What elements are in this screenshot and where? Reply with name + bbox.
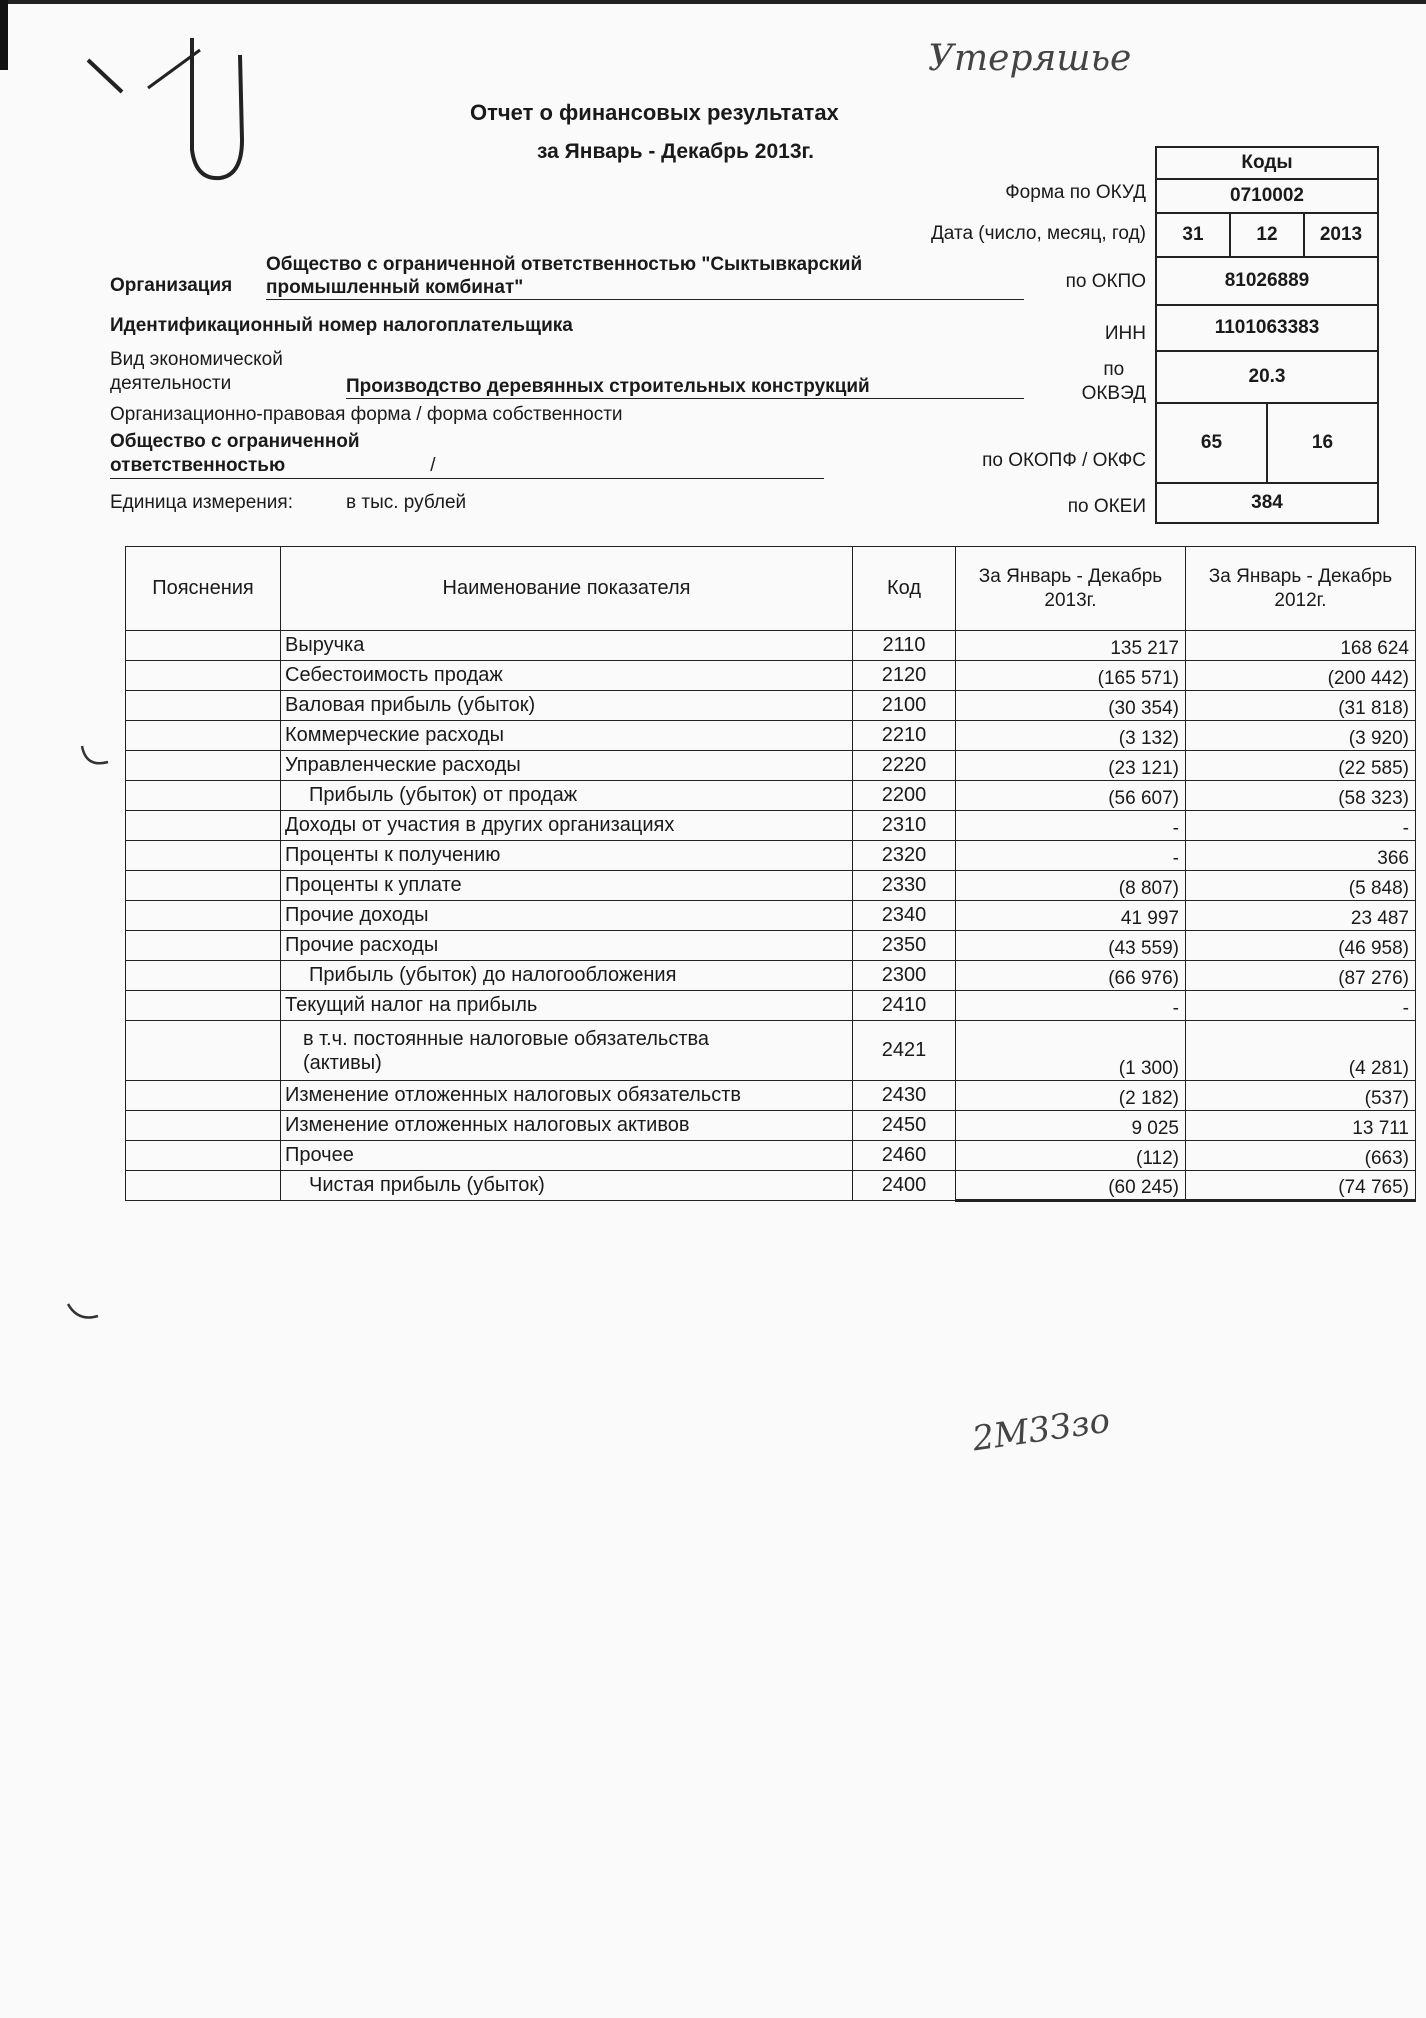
label-okved-line1: по [1103,359,1125,380]
label-activity [110,348,283,396]
value-current: (23 121) [956,751,1186,781]
header-current-line1: За Январь - Декабрь [978,565,1163,587]
legal-form-slash: / [430,455,436,476]
table-row [126,1081,1416,1111]
value-current: - [956,811,1186,841]
indicator-code: 2210 [853,721,956,751]
value-current: (56 607) [956,781,1186,811]
header-current-period [956,547,1186,631]
financial-results-table [125,546,1416,1202]
legal-form-value [110,430,824,479]
indicator-name-line2: (активы) [303,1051,382,1074]
notes-cell [126,721,281,751]
value-current: - [956,991,1186,1021]
punch-hole-mark-icon [64,1300,104,1330]
label-okpo: по ОКПО [1065,271,1146,292]
header-notes: Пояснения [126,547,281,631]
notes-cell [126,631,281,661]
inn-code: 1101063383 [1214,317,1320,338]
date-year: 2013 [1303,214,1377,256]
indicator-name-line1: в т.ч. постоянные налоговые обязательства [303,1027,710,1050]
value-current: (8 807) [956,871,1186,901]
table-row [126,841,1416,871]
notes-cell [126,1171,281,1201]
notes-cell [126,781,281,811]
indicator-code: 2200 [853,781,956,811]
notes-cell [126,931,281,961]
value-current: (43 559) [956,931,1186,961]
indicator-name: Текущий налог на прибыль [281,991,853,1021]
value-previous: (200 442) [1186,661,1416,691]
activity-value: Производство деревянных строительных конструкций [346,376,1024,399]
punch-hole-mark-icon [78,738,114,774]
table-row [126,1171,1416,1201]
indicator-name: Управленческие расходы [281,751,853,781]
notes-cell [126,811,281,841]
okved-code: 20.3 [1248,366,1286,387]
unit-value: в тыс. рублей [346,492,467,513]
indicator-name: Прочие расходы [281,931,853,961]
table-row [126,1111,1416,1141]
indicator-code: 2120 [853,661,956,691]
value-previous: (46 958) [1186,931,1416,961]
table-row [126,1141,1416,1171]
organization-name-line1: Общество с ограниченной ответственностью "Сыктывкарский [266,254,863,275]
okud-code: 0710002 [1230,185,1304,206]
indicator-code: 2330 [853,871,956,901]
header-code: Код [853,547,956,631]
legal-form-line1: Общество с ограниченной [110,431,360,452]
table-row [126,871,1416,901]
indicator-code: 2430 [853,1081,956,1111]
indicator-name: Проценты к получению [281,841,853,871]
okopf-code: 65 [1200,432,1223,453]
value-current: (2 182) [956,1081,1186,1111]
value-current: (30 354) [956,691,1186,721]
okpo-code: 81026889 [1224,270,1310,291]
table-row [126,1021,1416,1081]
table-row [126,931,1416,961]
value-previous: (31 818) [1186,691,1416,721]
value-previous: 13 711 [1186,1111,1416,1141]
table-row [126,781,1416,811]
organization-name-line2: промышленный комбинат" [266,277,524,298]
value-current: 41 997 [956,901,1186,931]
label-form-okud: Форма по ОКУД [1005,182,1146,203]
indicator-name: Прибыль (убыток) от продаж [281,781,853,811]
notes-cell [126,751,281,781]
indicator-name: Изменение отложенных налоговых обязательств [281,1081,853,1111]
indicator-code: 2310 [853,811,956,841]
value-current: (60 245) [956,1171,1186,1201]
value-previous: (5 848) [1186,871,1416,901]
label-taxpayer-id [110,315,573,337]
label-okved [1082,358,1146,406]
table-row [126,961,1416,991]
value-current: (1 300) [956,1021,1186,1081]
label-activity-line2: деятельности [110,373,232,394]
label-unit: Единица измерения: [110,492,293,513]
indicator-name: Прочее [281,1141,853,1171]
indicator-code: 2340 [853,901,956,931]
indicator-code: 2300 [853,961,956,991]
legal-form-line2-wrap [110,454,824,478]
value-previous: (87 276) [1186,961,1416,991]
value-current: (66 976) [956,961,1186,991]
table-row [126,691,1416,721]
indicator-code: 2100 [853,691,956,721]
value-current: 135 217 [956,631,1186,661]
value-previous: (22 585) [1186,751,1416,781]
notes-cell [126,961,281,991]
scan-left-edge [0,0,8,70]
notes-cell [126,1141,281,1171]
indicator-name: Прочие доходы [281,901,853,931]
value-current: (3 132) [956,721,1186,751]
handwritten-note-top: Утеряшье [928,38,1132,79]
label-inn: ИНН [1104,323,1146,344]
table-header-row [126,547,1416,631]
table-row [126,721,1416,751]
indicator-name: Коммерческие расходы [281,721,853,751]
value-previous: (74 765) [1186,1171,1416,1201]
label-date: Дата (число, месяц, год) [930,223,1146,244]
header-previous-period [1186,547,1416,631]
indicator-code: 2460 [853,1141,956,1171]
indicator-code: 2110 [853,631,956,661]
value-previous: (3 920) [1186,721,1416,751]
label-okei: по ОКЕИ [1067,496,1146,517]
indicator-name: Проценты к уплате [281,871,853,901]
label-organization: Организация [110,275,233,296]
value-current: 9 025 [956,1111,1186,1141]
table-row [126,661,1416,691]
handwritten-mark-icon [70,30,260,190]
value-previous: 23 487 [1186,901,1416,931]
value-previous: (537) [1186,1081,1416,1111]
value-previous: 366 [1186,841,1416,871]
notes-cell [126,841,281,871]
label-okved-line2: ОКВЭД [1081,383,1146,404]
label-activity-line1: Вид экономической [110,349,283,370]
table-row [126,631,1416,661]
okfs-code: 16 [1266,404,1377,482]
page-subtitle: за Январь - Декабрь 2013г. [537,140,814,163]
date-month: 12 [1229,214,1303,256]
handwritten-number: 2М3Ззо [969,1400,1113,1460]
indicator-code: 2350 [853,931,956,961]
notes-cell [126,1021,281,1081]
indicator-code: 2410 [853,991,956,1021]
header-current-line2: 2013г. [1044,589,1097,611]
indicator-name: Себестоимость продаж [281,661,853,691]
value-previous: (4 281) [1186,1021,1416,1081]
notes-cell [126,871,281,901]
indicator-code: 2320 [853,841,956,871]
indicator-code: 2421 [853,1021,956,1081]
notes-cell [126,991,281,1021]
codes-header: Коды [1241,152,1293,173]
organization-name [266,253,1024,300]
scan-top-edge [0,0,1426,4]
indicator-name [281,1021,853,1081]
value-previous: - [1186,991,1416,1021]
value-previous: (58 323) [1186,781,1416,811]
taxpayer-id-text: Идентификационный номер налогоплательщика [110,315,573,336]
notes-cell [126,1111,281,1141]
label-legal-form: Организационно-правовая форма / форма собственности [110,404,623,425]
indicator-name: Изменение отложенных налоговых активов [281,1111,853,1141]
table-row [126,751,1416,781]
value-previous: (663) [1186,1141,1416,1171]
notes-cell [126,901,281,931]
table-row [126,811,1416,841]
value-current: (112) [956,1141,1186,1171]
date-day: 31 [1182,224,1204,245]
table-row [126,991,1416,1021]
indicator-name: Доходы от участия в других организациях [281,811,853,841]
value-current: (165 571) [956,661,1186,691]
okei-code: 384 [1251,492,1283,513]
indicator-name: Чистая прибыль (убыток) [281,1171,853,1201]
notes-cell [126,661,281,691]
notes-cell [126,1081,281,1111]
header-previous-line1: За Январь - Декабрь [1208,565,1393,587]
indicator-name: Выручка [281,631,853,661]
codes-box [1155,146,1379,524]
indicator-name: Прибыль (убыток) до налогообложения [281,961,853,991]
indicator-code: 2220 [853,751,956,781]
notes-cell [126,691,281,721]
table-row [126,901,1416,931]
indicator-code: 2400 [853,1171,956,1201]
legal-form-line2: ответственностью [110,455,286,476]
indicator-name: Валовая прибыль (убыток) [281,691,853,721]
header-name: Наименование показателя [281,547,853,631]
page-title: Отчет о финансовых результатах [470,100,839,125]
indicator-code: 2450 [853,1111,956,1141]
header-previous-line2: 2012г. [1274,589,1327,611]
label-okopf-okfs: по ОКОПФ / ОКФС [982,450,1146,471]
value-current: - [956,841,1186,871]
value-previous: - [1186,811,1416,841]
value-previous: 168 624 [1186,631,1416,661]
